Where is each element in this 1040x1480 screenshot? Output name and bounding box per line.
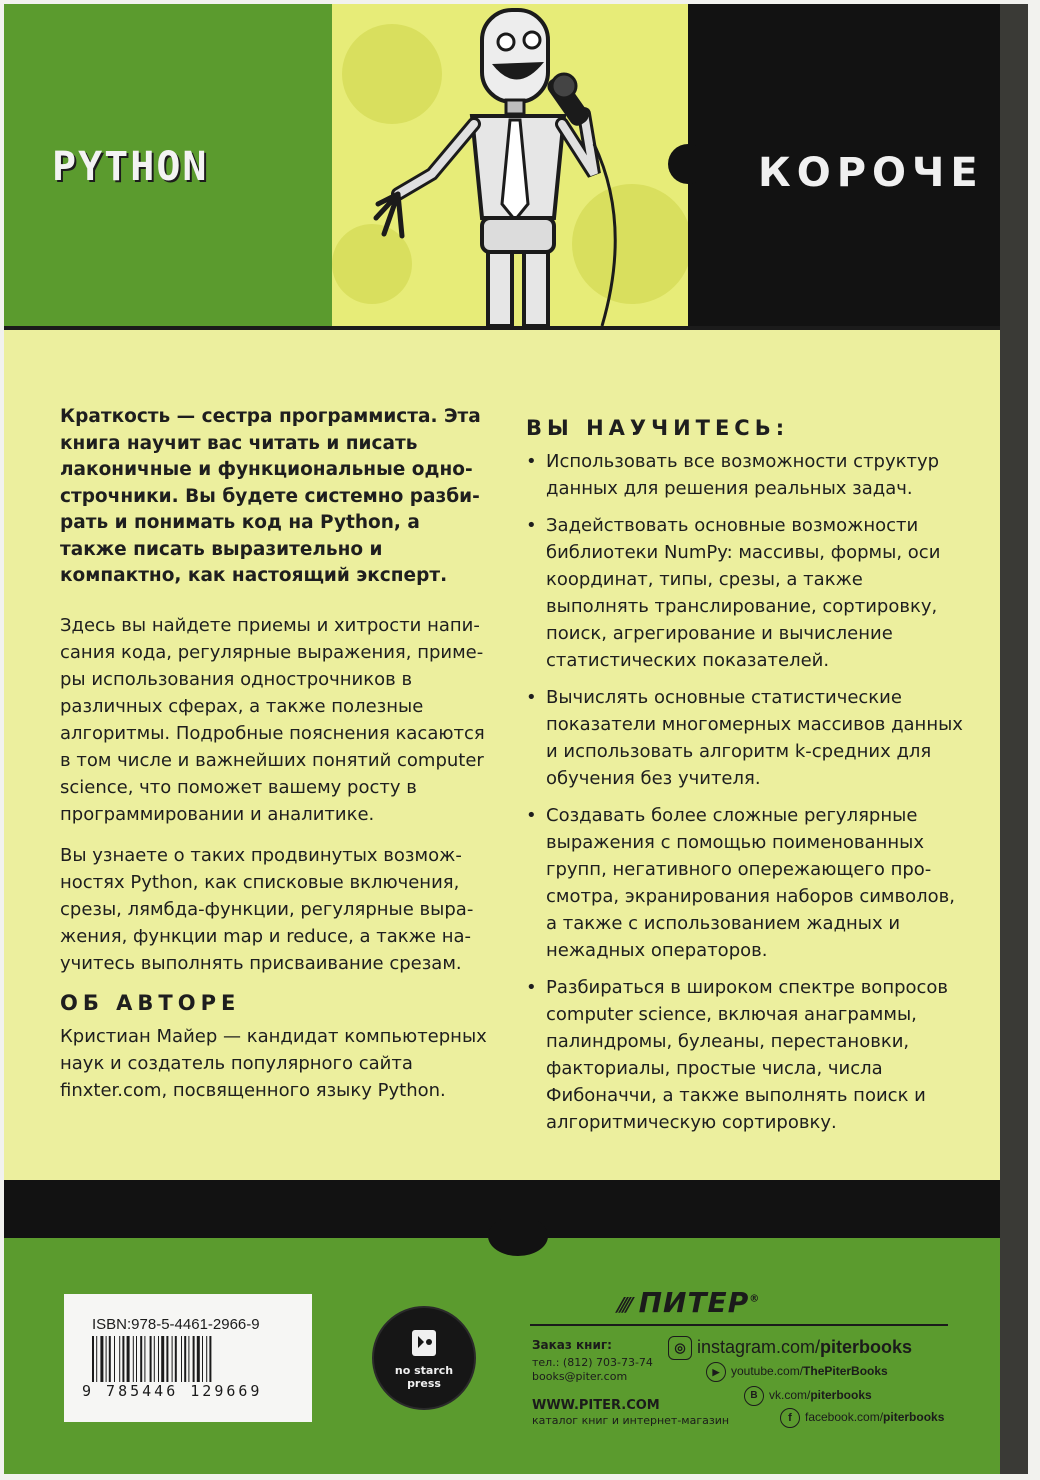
list-item: • Создавать более сложные регулярные выражения с помощью поименованных групп, негативного опережающего просмотра, экранирования наборов символов, а также с использованием жадных и нежадных операторов.: [526, 802, 966, 964]
title-python: PYTHON: [52, 144, 209, 190]
instagram-prefix: instagram.com/: [697, 1336, 821, 1357]
robot-illustration: [332, 4, 688, 326]
top-notch: [668, 144, 708, 184]
book-back-cover: [4, 4, 1028, 1474]
piter-logo: [616, 1286, 760, 1319]
piter-logo-text: ПИТЕР: [638, 1286, 750, 1319]
list-item: • Использовать все возможности структур данных для решения реальных задач.: [526, 448, 966, 502]
title-koroche: КОРОЧЕ: [758, 150, 984, 196]
intro-paragraph-1: Здесь вы найдете приемы и хитрости написания кода, регулярные выражения, примеры использования однострочников в различных сферах, а также полезные алгоритмы. Подробные пояснения касаются в том числе и важнейших понятий computer science, что поможет вашему росту в программировании и аналитике.: [60, 614, 485, 825]
bottom-notch: [488, 1216, 548, 1256]
barcode-icon: [92, 1336, 288, 1386]
author-heading: ОБ АВТОРЕ: [60, 990, 241, 1015]
instagram-icon: ◎: [668, 1336, 692, 1360]
facebook-icon: f: [780, 1408, 800, 1428]
list-item: • Вычислять основные статистические показатели многомерных массивов данных и использовать алгоритм k-средних для обучения без учителя.: [526, 684, 966, 792]
instagram-link: [668, 1336, 912, 1360]
piter-swoosh-icon: ⫽⫽: [616, 1293, 628, 1317]
instagram-handle: piterbooks: [820, 1336, 913, 1357]
list-item: • Разбираться в широком спектре вопросов computer science, включая анаграммы, палиндромы, булеаны, перестановки, факториалы, простые числа, числа Фибоначчи, а также выполнять поиск и алгоритмическую сортировку.: [526, 974, 966, 1136]
youtube-link: [706, 1362, 888, 1382]
left-column: [60, 404, 490, 1118]
learn-list: [526, 448, 966, 1136]
youtube-icon: ▶: [706, 1362, 726, 1382]
facebook-handle: piterbooks: [883, 1410, 945, 1425]
right-column: [526, 410, 966, 1146]
publisher-website-sub: каталог книг и интернет-магазин: [532, 1414, 730, 1427]
vk-link: [744, 1386, 872, 1406]
no-starch-line-1: no starch: [394, 1364, 454, 1377]
no-starch-press-logo: [372, 1306, 476, 1410]
book-spine-edge: [1000, 4, 1028, 1474]
order-contacts: [532, 1356, 653, 1384]
publisher-divider: [530, 1324, 948, 1326]
no-starch-line-2: press: [407, 1377, 441, 1390]
barcode-digits: 9 785446 129669: [82, 1382, 263, 1400]
intro-paragraph-2: Вы узнаете о таких продвинутых возможностях Python, как списковые включения, срезы, лямбда-функции, регулярные выражения, функции map и reduce, а также научитесь выполнять присваивание срезам.: [60, 844, 474, 974]
description-panel: [4, 330, 1000, 1180]
registered-icon: ®: [749, 1293, 761, 1305]
lead-paragraph: Краткость — сестра программиста. Эта книга научит вас читать и писать лаконичные и функциональные однострочники. Вы будете системно разбирать и понимать код на Python, а также писать выразительно и компактно, как настоящий эксперт.: [60, 406, 481, 586]
order-email: books@piter.com: [532, 1370, 628, 1383]
facebook-link: [780, 1408, 944, 1428]
author-text: Кристиан Майер — кандидат компьютерных наук и создатель популярного сайта finxter.com, посвященного языку Python.: [60, 1025, 487, 1101]
youtube-prefix: youtube.com/: [731, 1364, 804, 1379]
no-starch-icon: [410, 1328, 438, 1358]
vk-icon: B: [744, 1386, 764, 1406]
youtube-handle: ThePiterBooks: [803, 1364, 888, 1379]
list-item: • Задействовать основные возможности библиотеки NumPy: массивы, формы, оси координат, типы, срезы, а также выполнять транслирование, сортировку, поиск, агрегирование и вычисление статистических показателей.: [526, 512, 966, 674]
isbn-label: ISBN:978-5-4461-2966-9: [92, 1316, 260, 1333]
order-title: Заказ книг:: [532, 1338, 612, 1352]
vk-handle: piterbooks: [810, 1388, 872, 1403]
order-phone: тел.: (812) 703-73-74: [532, 1356, 653, 1369]
robot-icon: [332, 4, 688, 326]
facebook-prefix: facebook.com/: [805, 1410, 884, 1425]
publisher-website: WWW.PITER.COM: [532, 1398, 660, 1413]
learn-heading: ВЫ НАУЧИТЕСЬ:: [526, 416, 790, 440]
vk-prefix: vk.com/: [769, 1388, 811, 1403]
no-starch-text: [374, 1364, 474, 1390]
